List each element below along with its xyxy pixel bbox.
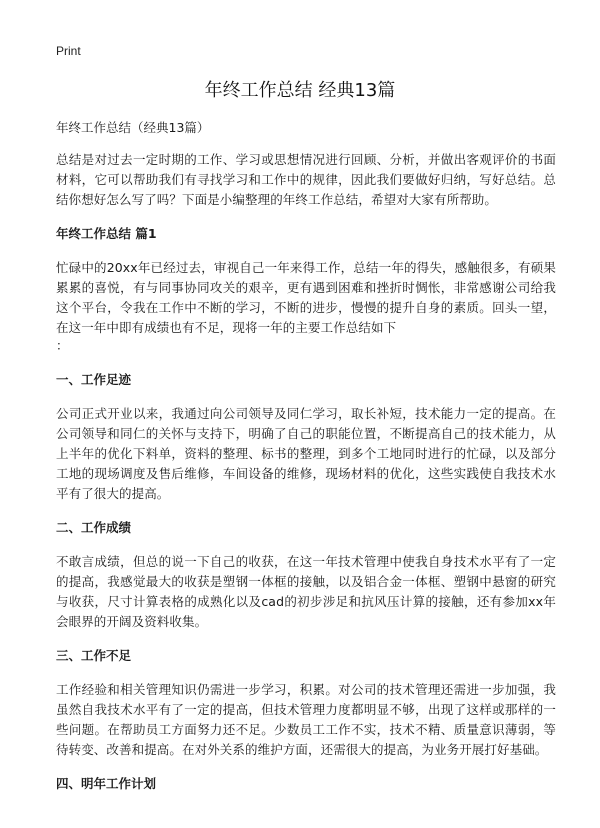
part-4-heading: 四、明年工作计划 [56, 776, 157, 791]
part-3-heading: 三、工作不足 [56, 648, 132, 663]
part-1-heading: 一、工作足迹 [56, 372, 132, 387]
part-2-paragraph: 不敢言成绩，但总的说一下自己的收获，在这一年技术管理中使我自身技术水平有了一定的提高，我感觉最大的收获是塑钢一体框的接触，以及铝合金一体框、塑钢中悬窗的研究与收获，尺寸计算表格的成熟化以及cad的初步涉足和抗风压计算的接触，还有参加xx年会眼界的开阔及资料收集。 [56, 554, 556, 629]
section-intro-text: 忙碌中的20xx年已经过去，审视自己一年来得工作，总结一年的得失，感触很多，有硕果累累的喜悦，有与同事协同攻关的艰辛，更有遇到困难和挫折时惆怅，非常感谢公司给我这个平台，令我在工作中不断的学习，不断的进步，慢慢的提升自身的素质。回头一望，在这一年中即有成绩也有不足，现将一年的主要工作总结如下 [56, 260, 556, 335]
document-body [56, 118, 556, 808]
section-intro-paragraph [56, 258, 556, 356]
print-label: Print [56, 44, 81, 58]
intro-paragraph: 总结是对过去一定时期的工作、学习或思想情况进行回顾、分析，并做出客观评价的书面材料，它可以帮助我们有寻找学习和工作中的规律，因此我们要做好归纳，写好总结。总结你想好怎么写了吗？下面是小编整理的年终工作总结，希望对大家有所帮助。 [56, 152, 556, 207]
section-title: 年终工作总结 篇1 [56, 226, 157, 241]
part-2-heading: 二、工作成绩 [56, 520, 132, 535]
part-3-paragraph: 工作经验和相关管理知识仍需进一步学习，积累。对公司的技术管理还需进一步加强，我虽然自我技术水平有了一定的提高，但技术管理力度都明显不够，出现了这样或那样的一些问题。在帮助员工方面努力还不足。少数员工工作不实，技术不精、质量意识薄弱，等待转变、改善和提高。在对外关系的维护方面，还需很大的提高，为业务开展打好基础。 [56, 682, 556, 757]
document-subtitle: 年终工作总结（经典13篇） [56, 120, 210, 135]
document-title: 年终工作总结 经典13篇 [204, 80, 396, 101]
part-1-paragraph: 公司正式开业以来，我通过向公司领导及同仁学习，取长补短，技术能力一定的提高。在公司领导和同仁的关怀与支持下，明确了自己的职能位置，不断提高自己的技术能力，从上半年的优化下料单，资料的整理、标书的整理，到多个工地同时进行的忙碌，以及部分工地的现场调度及售后维修，车间设备的维修，现场材料的优化，这些实践使自我技术水平有了很大的提高。 [56, 406, 556, 501]
section-intro-colon: ： [56, 338, 69, 353]
